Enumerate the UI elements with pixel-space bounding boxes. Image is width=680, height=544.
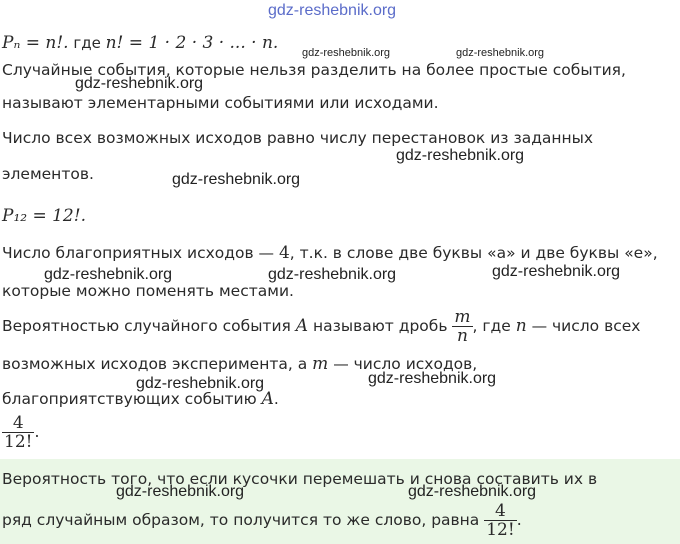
prob-def-text-b: называют дробь <box>308 317 453 335</box>
favourable-count: 4 <box>278 243 290 263</box>
watermark: gdz-reshebnik.org <box>396 147 525 164</box>
prob-def-var-a: A <box>295 316 309 336</box>
formula-permutations-word: где <box>68 34 106 52</box>
paragraph-favourable-line1 <box>2 243 658 263</box>
answer-tail: . <box>516 511 522 529</box>
watermark: gdz-reshebnik.org <box>268 266 397 283</box>
fraction-denominator: n <box>452 326 472 345</box>
watermark: gdz-reshebnik.org <box>456 47 545 59</box>
fraction-numerator: 4 <box>12 413 24 433</box>
prob-def-text-d: — число всех <box>526 317 641 335</box>
formula-permutations <box>2 33 278 53</box>
fraction-m-over-n <box>452 308 472 345</box>
prob-def-text-a: Вероятностью случайного события <box>2 317 296 335</box>
answer-line1: Вероятность того, что если кусочки перемешать и снова составить их в <box>2 470 598 488</box>
paragraph-elementary-events-line2: называют элементарными событиями или исходами. <box>2 94 439 112</box>
watermark-top: gdz-reshebnik.org <box>268 2 397 19</box>
watermark: gdz-reshebnik.org <box>136 375 265 392</box>
paragraph-probability-def-line1 <box>2 304 640 348</box>
prob-def-text-c: , где <box>472 317 516 335</box>
formula-permutations-rhs: n! = 1 · 2 · 3 · ... · n. <box>105 33 279 53</box>
prob-def-text-e: возможных исходов эксперимента, а <box>2 355 313 373</box>
favourable-text-b: , т.к. в слове две буквы «а» и две буквы «е», <box>289 244 658 262</box>
result-fraction <box>2 414 39 451</box>
prob-def-text-g: благоприятствующих событию <box>2 390 262 408</box>
fraction-4-over-12fact <box>2 414 34 451</box>
answer-text: ряд случайным образом, то получится то же слово, равна <box>2 511 485 529</box>
fraction-denominator: 12! <box>4 432 33 452</box>
prob-def-var-a2: A <box>261 389 274 409</box>
fraction-denominator: 12! <box>486 520 515 540</box>
watermark: gdz-reshebnik.org <box>492 263 621 280</box>
watermark: gdz-reshebnik.org <box>172 171 301 188</box>
prob-def-text-f: — число исходов, <box>328 355 478 373</box>
paragraph-all-outcomes-line2: элементов. <box>2 165 94 183</box>
fraction-numerator: m <box>454 307 471 327</box>
answer-fraction <box>484 502 516 539</box>
prob-def-text-h: . <box>273 390 279 408</box>
formula-p12: P₁₂ = 12!. <box>2 206 86 226</box>
favourable-text-a: Число благоприятных исходов — <box>2 244 279 262</box>
prob-def-var-n: n <box>515 316 527 336</box>
paragraph-probability-def-line3 <box>2 389 279 409</box>
watermark: gdz-reshebnik.org <box>408 483 537 500</box>
paragraph-favourable-line2: которые можно поменять местами. <box>2 282 294 300</box>
result-fraction-tail: . <box>34 423 40 441</box>
watermark: gdz-reshebnik.org <box>302 47 391 59</box>
prob-def-var-m: m <box>312 354 329 374</box>
formula-permutations-lhs: Pₙ = n!. <box>2 33 69 53</box>
fraction-numerator: 4 <box>495 501 506 521</box>
answer-line2 <box>2 496 522 544</box>
paragraph-elementary-events-line1: Случайные события, которые нельзя разделить на более простые события, <box>2 61 626 79</box>
watermark: gdz-reshebnik.org <box>75 75 204 92</box>
watermark: gdz-reshebnik.org <box>44 266 173 283</box>
watermark: gdz-reshebnik.org <box>368 370 497 387</box>
watermark: gdz-reshebnik.org <box>116 483 245 500</box>
paragraph-all-outcomes-line1: Число всех возможных исходов равно числу перестановок из заданных <box>2 129 594 147</box>
